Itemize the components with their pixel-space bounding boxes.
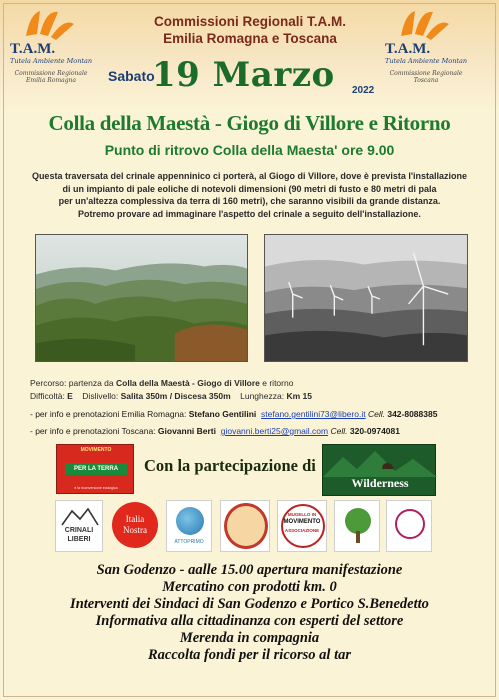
event-date bbox=[0, 55, 499, 95]
globe-icon bbox=[176, 507, 204, 535]
intro-line: di un impianto di pale eoliche di notevoli dimensioni (90 metri di fusto e 80 metri di pala bbox=[62, 183, 437, 194]
event-day: Sabato bbox=[108, 68, 155, 84]
svg-text:T.A.M.: T.A.M. bbox=[10, 41, 56, 57]
crinali-liberi-logo: CRINALI LIBERI bbox=[55, 500, 103, 552]
event-year: 2022 bbox=[352, 85, 375, 96]
email-link[interactable]: giovanni.berti25@gmail.com bbox=[220, 426, 329, 436]
route-title: Colla della Maestà - Giogo di Villore e Ritorno bbox=[48, 111, 451, 135]
program-line: San Godenzo - aalle 15.00 apertura manifestazione bbox=[96, 562, 403, 578]
intro-text bbox=[20, 170, 479, 220]
wilderness-logo: Wilderness bbox=[322, 444, 436, 496]
intro-line: per un'altezza complessiva da terra di 160 metri), che saranno visibili da grande distanza. bbox=[58, 196, 441, 206]
program-line: Mercatino con prodotti km. 0 bbox=[162, 579, 337, 595]
program-line: Informativa alla cittadinanza con esperti del settore bbox=[95, 613, 404, 629]
wind-turbines-photo bbox=[264, 234, 468, 362]
tam-logo-left-sub: Commissione Regionale Emilia Romagna bbox=[14, 70, 88, 84]
intro-line: Potremo provare ad immaginare l'aspetto del crinale a seguito dell'installazione. bbox=[78, 208, 421, 219]
tam-logo-right-sub: Commissione Regionale Toscana bbox=[389, 70, 463, 84]
program-line: Interventi dei Sindaci di San Godenzo e Portico S.Benedetto bbox=[70, 596, 429, 612]
hike-details bbox=[30, 377, 480, 403]
mountain-photo bbox=[35, 234, 248, 362]
email-link[interactable]: stefano.gentilini73@libero.it bbox=[261, 409, 366, 419]
commission-heading bbox=[90, 13, 410, 47]
commission-line-2: Emilia Romagna e Toscana bbox=[163, 31, 337, 46]
commission-line-1: Commissioni Regionali T.A.M. bbox=[153, 14, 347, 29]
svg-text:Tutela Ambiente Montano: Tutela Ambiente Montano bbox=[385, 57, 467, 65]
contact-toscana: - per info e prenotazioni Toscana: Giovanni Berti giovanni.berti25@gmail.com Cell. 320-0974081 bbox=[30, 426, 400, 436]
event-date-main: 19 Marzo bbox=[152, 55, 335, 95]
circle-icon bbox=[395, 509, 425, 539]
program-line: Raccolta fondi per il ricorso al tar bbox=[148, 647, 351, 663]
svg-text:Tutela Ambiente Montano: Tutela Ambiente Montano bbox=[10, 57, 92, 65]
mugello-in-movimento-logo: MUGELLO IN MOVIMENTO ASSOCIAZIONE bbox=[277, 500, 327, 552]
associazione-logo bbox=[386, 500, 432, 552]
difficulty-line: Difficoltà: E Dislivello: Salita 350m / Discesa 350m Lunghezza: Km 15 bbox=[30, 391, 312, 401]
tree-association-logo bbox=[334, 500, 380, 552]
participation-heading: Con la partecipazione di bbox=[144, 456, 316, 475]
intro-line: Questa traversata del crinale appenninico ci porterà, al Giogo di Villore, dove è prevista l'installazione bbox=[31, 171, 468, 181]
movimento-per-la-terra-logo: MOVIMENTO PER LA TERRA e la riconversione ecologica bbox=[56, 444, 134, 494]
event-program bbox=[0, 562, 499, 664]
route-line: Percorso: partenza da Colla della Maestà - Giogo di Villore e ritorno bbox=[30, 378, 294, 388]
contact-emilia-romagna: - per info e prenotazioni Emilia Romagna: Stefano Gentilini stefano.gentilini73@libero.it Cell. 342-8088385 bbox=[30, 409, 438, 419]
meeting-point: Punto di ritrovo Colla della Maesta' ore 9.00 bbox=[104, 142, 395, 158]
italia-nostra-logo: Italia Nostra bbox=[110, 500, 160, 552]
comitato-seal-logo bbox=[220, 500, 270, 552]
program-line: Merenda in compagnia bbox=[179, 630, 320, 646]
svg-text:T.A.M.: T.A.M. bbox=[385, 41, 431, 57]
seal-icon bbox=[224, 503, 268, 549]
attoprimo-logo: ATTOPRIMO bbox=[166, 500, 212, 552]
